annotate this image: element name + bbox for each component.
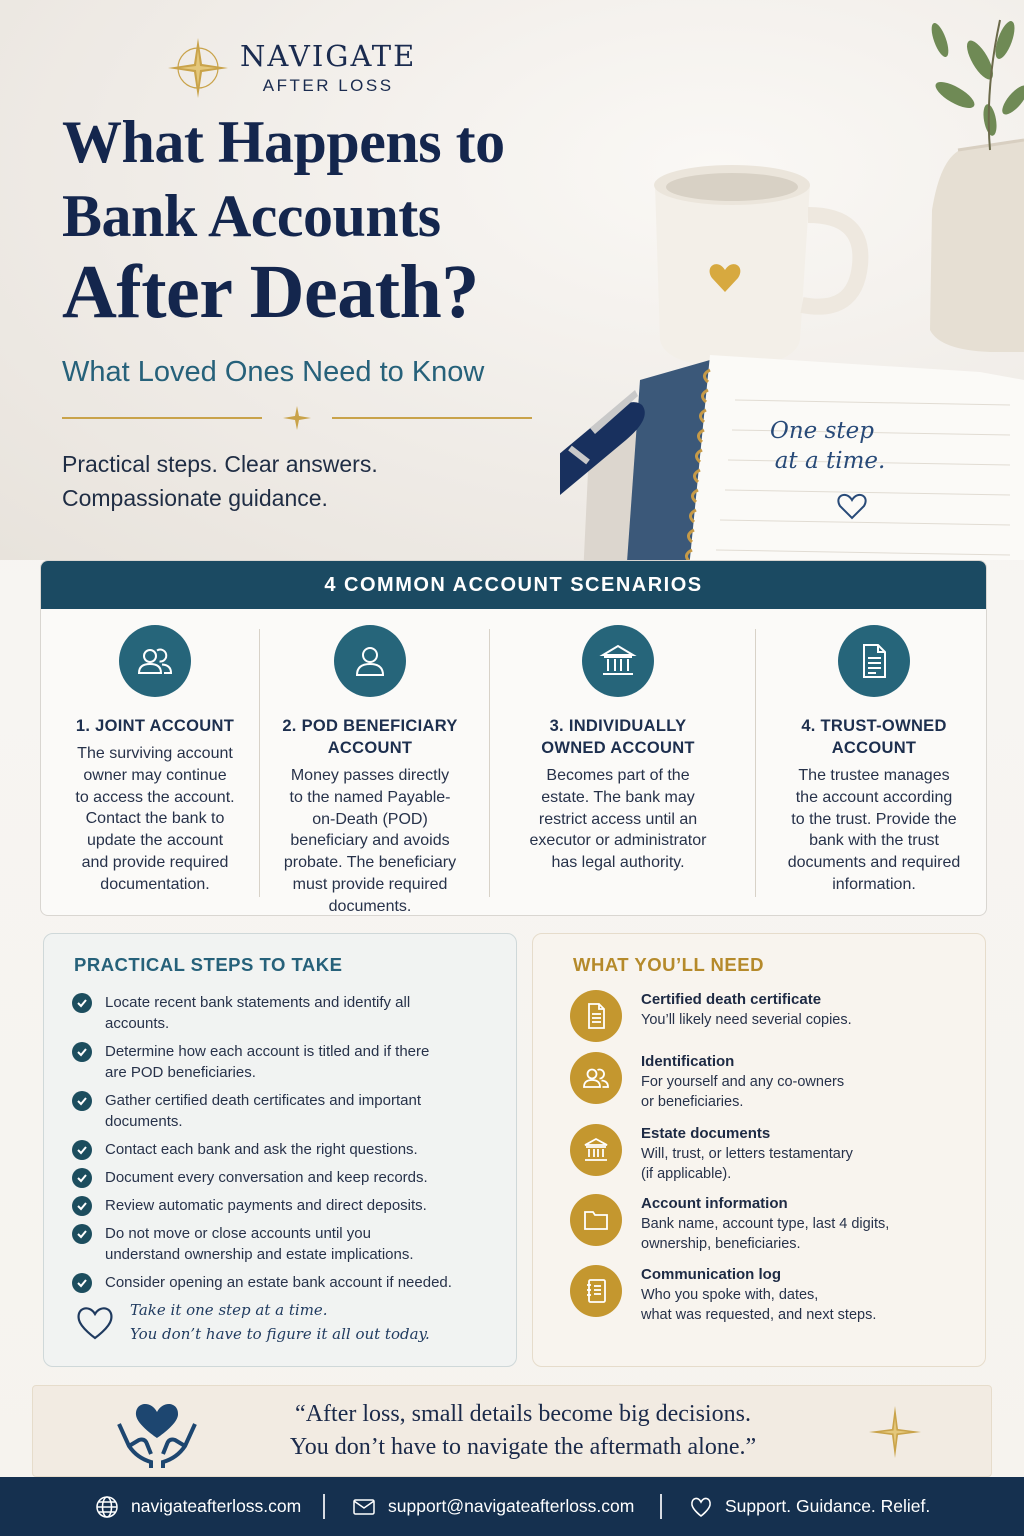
scenario-icon-circle xyxy=(582,625,654,697)
heart-outline-icon xyxy=(74,1302,116,1342)
list-item: Do not move or close accounts until you understand ownership and estate implications. xyxy=(72,1223,492,1265)
steps-heading: PRACTICAL STEPS TO TAKE xyxy=(74,954,343,975)
svg-text:at a time.: at a time. xyxy=(774,448,886,474)
scenario-title: 4. TRUST-OWNED ACCOUNT xyxy=(801,717,947,757)
scenario-icon-circle xyxy=(838,625,910,697)
scenario-title: 3. INDIVIDUALLY OWNED ACCOUNT xyxy=(541,717,695,757)
need-item-identification: Identification For yourself and any co-owners or beneficiaries. xyxy=(570,1052,844,1112)
column-divider xyxy=(489,629,490,897)
brand-subname: AFTER LOSS xyxy=(262,76,394,95)
footer-divider xyxy=(323,1494,325,1519)
need-item-account-information: Account information Bank name, account type, last 4 digits, ownership, beneficiaries. xyxy=(570,1194,889,1254)
list-item: Determine how each account is titled and if there are POD beneficiaries. xyxy=(72,1041,492,1083)
tagline-line-2: Compassionate guidance. xyxy=(62,485,328,511)
footer-slogan: Support. Guidance. Relief. xyxy=(689,1477,930,1536)
list-item: Consider opening an estate bank account if needed. xyxy=(72,1272,492,1293)
ornament-divider xyxy=(62,406,532,430)
scenarios-header: 4 COMMON ACCOUNT SCENARIOS xyxy=(41,561,986,609)
list-item: Document every conversation and keep records. xyxy=(72,1167,492,1188)
need-item-communication-log: Communication log Who you spoke with, dates, what was requested, and next steps. xyxy=(570,1265,876,1325)
people-icon xyxy=(135,641,175,681)
globe-icon xyxy=(95,1495,119,1519)
envelope-icon xyxy=(352,1495,376,1519)
column-divider xyxy=(755,629,756,897)
practical-steps-card xyxy=(43,933,517,1367)
heart-outline-icon xyxy=(689,1495,713,1519)
check-circle-icon xyxy=(72,1042,92,1062)
scenario-description: The surviving account owner may continue to access the account. Contact the bank to update the account and provide required documentation. xyxy=(75,745,235,893)
svg-text:One step: One step xyxy=(770,418,874,444)
what-you-need-card xyxy=(532,933,986,1367)
notebook-icon xyxy=(581,1276,611,1306)
check-circle-icon xyxy=(72,1196,92,1216)
tagline-line-1: Practical steps. Clear answers. xyxy=(62,451,378,477)
footer-email-link[interactable]: support@navigateafterloss.com xyxy=(352,1477,634,1536)
need-heading: WHAT YOU’LL NEED xyxy=(573,954,764,975)
check-circle-icon xyxy=(72,993,92,1013)
list-item: Locate recent bank statements and identify all accounts. xyxy=(72,992,492,1034)
quote-line-1: “After loss, small details become big decisions. xyxy=(295,1401,751,1427)
title-line-3: After Death? xyxy=(62,250,479,334)
quote-text xyxy=(233,1398,813,1464)
quote-line-2: You don’t have to navigate the aftermath alone.” xyxy=(289,1434,757,1460)
footer-bar xyxy=(0,1477,1024,1536)
title-line-1: What Happens to xyxy=(62,109,505,175)
scenario-trust-owned xyxy=(769,609,979,909)
list-item: Contact each bank and ask the right questions. xyxy=(72,1139,492,1160)
check-circle-icon xyxy=(72,1273,92,1293)
brand-name: NAVIGATE xyxy=(240,39,417,73)
desk-illustration xyxy=(560,0,1024,560)
scenario-joint-account xyxy=(55,609,255,909)
mug xyxy=(654,165,860,368)
scenario-icon-circle xyxy=(119,625,191,697)
bank-icon xyxy=(598,641,638,681)
scenarios-card xyxy=(40,560,987,916)
list-item: Gather certified death certificates and important documents. xyxy=(72,1090,492,1132)
scenario-title: 2. POD BENEFICIARY ACCOUNT xyxy=(282,717,458,757)
page-subtitle: What Loved Ones Need to Know xyxy=(62,356,485,388)
quote-banner xyxy=(32,1385,992,1477)
note-line-2: You don’t have to figure it all out today. xyxy=(130,1325,430,1343)
need-item-estate-documents: Estate documents Will, trust, or letters testamentary (if applicable). xyxy=(570,1124,853,1184)
scenario-description: Money passes directly to the named Payable- on-Death (POD) beneficiary and avoids probate. The beneficiary must provide required documents. xyxy=(283,767,457,915)
person-icon xyxy=(350,641,390,681)
note-line-1: Take it one step at a time. xyxy=(130,1301,328,1319)
heart-in-hands-icon xyxy=(115,1394,199,1468)
title-line-2: Bank Accounts xyxy=(62,183,441,249)
need-item-death-certificate: Certified death certificate You’ll likely need severial copies. xyxy=(570,990,852,1042)
check-circle-icon xyxy=(72,1091,92,1111)
column-divider xyxy=(259,629,260,897)
scenario-description: The trustee manages the account according to the trust. Provide the bank with the trust documents and required information. xyxy=(787,767,961,893)
scenario-pod-beneficiary xyxy=(269,609,471,915)
scenario-description: Becomes part of the estate. The bank may restrict access until an executor or administrator has legal authority. xyxy=(529,767,707,872)
check-circle-icon xyxy=(72,1224,92,1244)
sparkle-icon xyxy=(283,406,311,430)
scenario-icon-circle xyxy=(334,625,406,697)
compass-star-icon xyxy=(166,36,230,100)
folder-icon xyxy=(581,1205,611,1235)
people-icon xyxy=(581,1063,611,1093)
notebook xyxy=(580,355,1024,560)
compass-star-icon xyxy=(867,1404,923,1460)
footer-divider xyxy=(660,1494,662,1519)
document-icon xyxy=(854,641,894,681)
steps-list xyxy=(72,992,492,1300)
footer-website-link[interactable]: navigateafterloss.com xyxy=(95,1477,301,1536)
check-circle-icon xyxy=(72,1168,92,1188)
document-icon xyxy=(581,1001,611,1031)
scenario-individually-owned xyxy=(513,609,723,909)
plant-vase xyxy=(928,19,1024,352)
encouragement-note xyxy=(74,1298,430,1346)
bank-icon xyxy=(581,1135,611,1165)
page-title xyxy=(62,109,622,334)
hero-section xyxy=(0,0,1024,560)
brand-logo[interactable] xyxy=(166,36,416,100)
scenario-title: 1. JOINT ACCOUNT xyxy=(75,717,235,735)
check-circle-icon xyxy=(72,1140,92,1160)
tagline xyxy=(62,447,482,515)
list-item: Review automatic payments and direct deposits. xyxy=(72,1195,492,1216)
